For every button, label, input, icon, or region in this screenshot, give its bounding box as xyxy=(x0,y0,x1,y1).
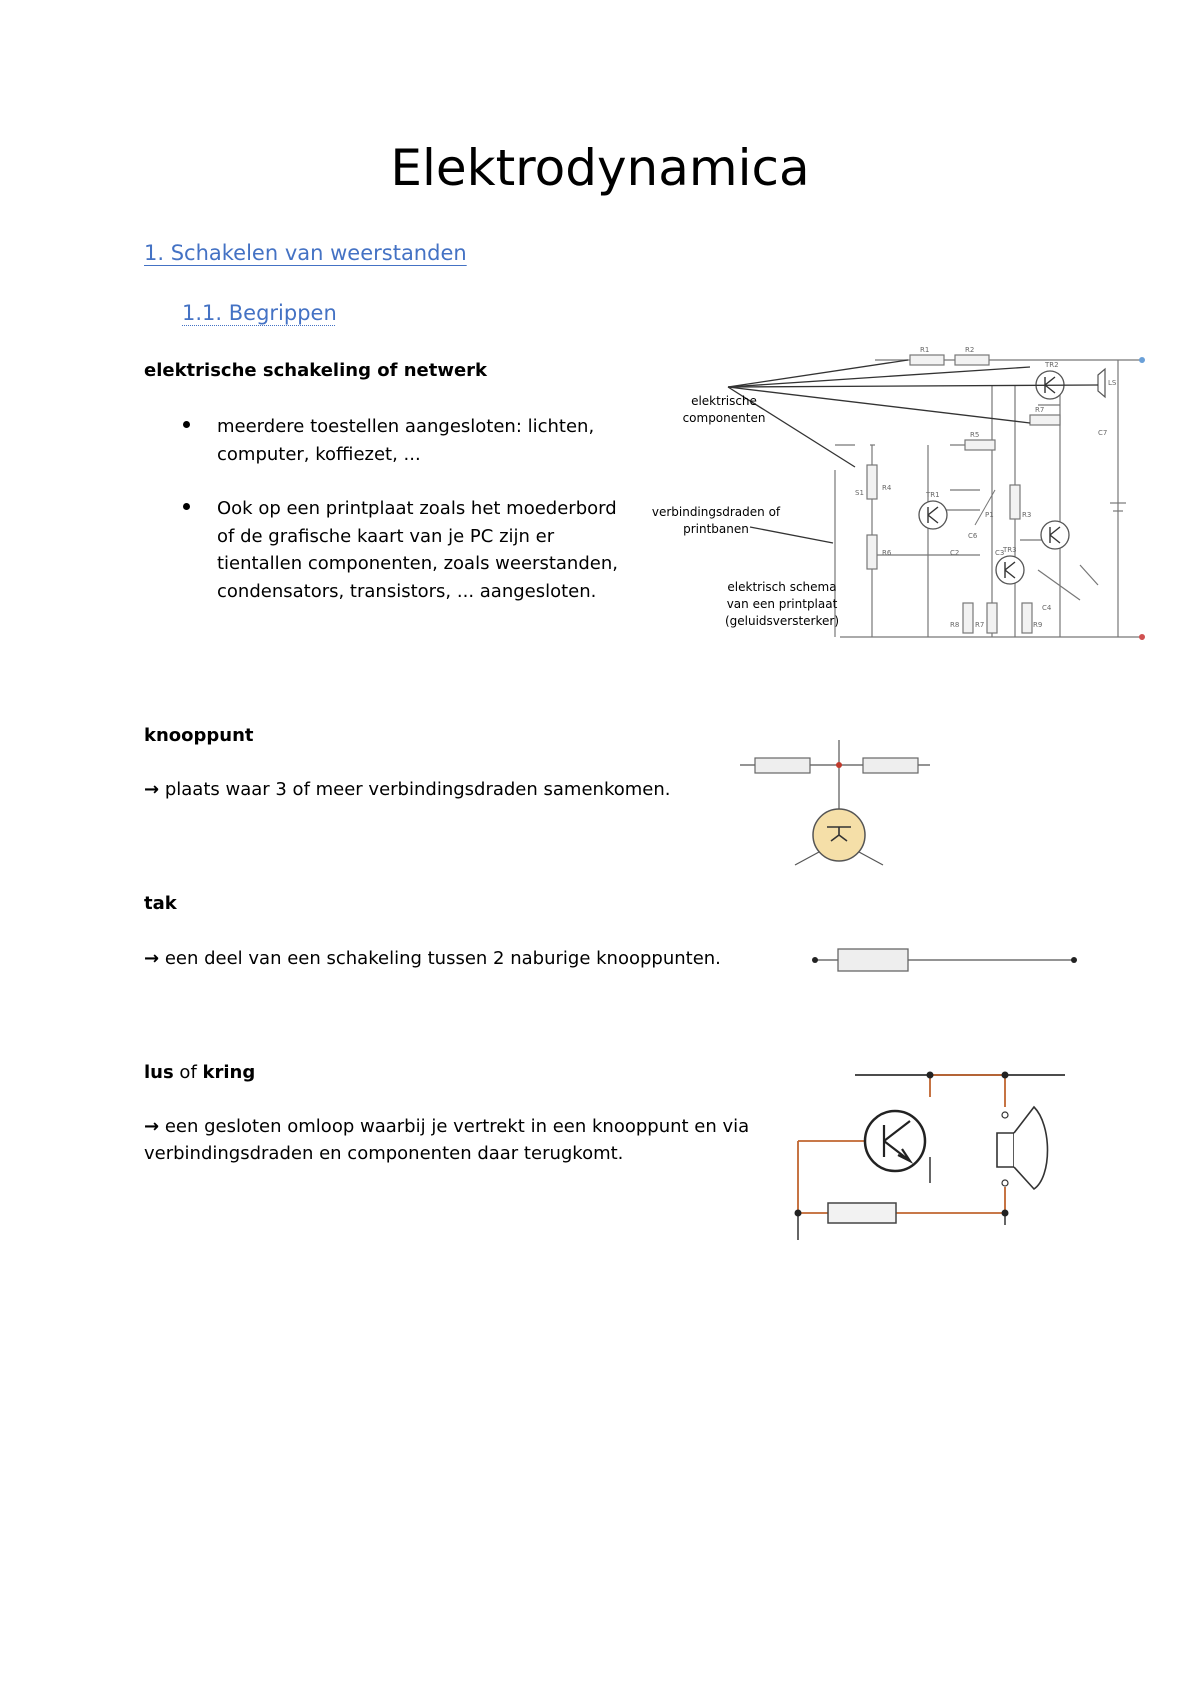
terminal-top-icon xyxy=(1139,357,1145,363)
bullet-item-devices xyxy=(217,413,594,468)
bullet-line: condensators, transistors, ... aangesloten. xyxy=(217,580,597,602)
node-dot-icon xyxy=(927,1072,934,1079)
bullet-line: of de grafische kaart van je PC zijn er xyxy=(217,525,555,547)
node-dot-icon xyxy=(795,1210,802,1217)
part-label-tr1: TR1 xyxy=(926,491,940,499)
label-wires-line1: verbindingsdraden of xyxy=(651,505,781,519)
term-kring: kring xyxy=(202,1062,256,1083)
arrow-icon: → xyxy=(144,1116,160,1137)
label-schema-line2: van een printplaat xyxy=(726,597,838,611)
heading-schakelen-van-weerstanden[interactable]: 1. Schakelen van weerstanden xyxy=(144,241,467,265)
bullet-line: meerdere toestellen aangesloten: lichten, xyxy=(217,416,595,437)
part-label-c2: C2 xyxy=(950,549,960,557)
part-label-r6: R6 xyxy=(882,549,892,557)
arrow-icon: → xyxy=(144,779,160,800)
term-tak: tak xyxy=(144,893,177,914)
terminal-bottom-icon xyxy=(1139,634,1145,640)
arrow-icon: → xyxy=(144,948,160,969)
loop-figure xyxy=(790,1065,1100,1245)
bullet-line: tientallen componenten, zoals weerstanden, xyxy=(217,553,618,574)
definition-text: een gesloten omloop waarbij je vertrekt in een knooppunt en via xyxy=(164,1116,750,1137)
part-label-tr2: TR2 xyxy=(1045,361,1059,369)
resistor-icon xyxy=(828,1203,896,1223)
amplifier-schematic-figure xyxy=(650,345,1150,650)
part-label-r1: R1 xyxy=(920,346,930,354)
part-label-r9: R9 xyxy=(1033,621,1043,629)
speaker-icon xyxy=(1098,369,1105,397)
definition-lus xyxy=(144,1113,749,1167)
part-label-r7: R7 xyxy=(1035,406,1045,414)
part-label-r2: R2 xyxy=(965,346,975,354)
resistor-right xyxy=(863,758,918,773)
part-label-c3: C3 xyxy=(995,549,1005,557)
speaker-icon xyxy=(997,1133,1014,1167)
part-label-r7b: R7 xyxy=(975,621,985,629)
part-label-r4: R4 xyxy=(882,484,892,492)
bullet-line: computer, koffiezet, ... xyxy=(217,443,421,465)
term-lus-of-kring xyxy=(144,1062,255,1083)
part-label-c6: C6 xyxy=(968,532,978,540)
node-dot-icon xyxy=(1002,1072,1009,1079)
term-network: elektrische schakeling of netwerk xyxy=(144,360,488,381)
label-components-line1: elektrische xyxy=(691,394,757,408)
part-label-c4: C4 xyxy=(1042,604,1052,612)
part-label-tr3: TR3 xyxy=(1003,546,1017,554)
definition-tak xyxy=(144,945,721,972)
definition-text: plaats waar 3 of meer verbindingsdraden samenkomen. xyxy=(164,779,671,800)
part-label-c7: C7 xyxy=(1098,429,1108,437)
page-title: Elektrodynamica xyxy=(390,139,810,197)
resistor-icon xyxy=(838,949,908,971)
label-schema-line1: elektrisch schema xyxy=(727,580,837,594)
part-label-r8: R8 xyxy=(950,621,960,629)
part-label-s1: S1 xyxy=(855,489,864,497)
node-dot-icon xyxy=(836,762,842,768)
bullet-dot xyxy=(183,421,190,428)
node-figure xyxy=(735,735,935,870)
part-label-ls: LS xyxy=(1108,379,1117,387)
branch-figure xyxy=(810,945,1080,975)
heading-begrippen[interactable]: 1.1. Begrippen xyxy=(182,301,337,325)
label-schema-line3: (geluidsversterker) xyxy=(724,614,840,628)
resistor-left xyxy=(755,758,810,773)
part-label-r5: R5 xyxy=(970,431,980,439)
label-wires-line2: printbanen xyxy=(683,522,749,536)
node-dot-icon xyxy=(1002,1210,1009,1217)
term-lus: lus xyxy=(144,1062,174,1083)
term-knooppunt: knooppunt xyxy=(144,725,254,746)
resistor-group xyxy=(867,355,1060,633)
definition-line xyxy=(144,1113,749,1140)
definition-text: een deel van een schakeling tussen 2 naburige knooppunten. xyxy=(164,948,721,969)
transistor-group xyxy=(919,371,1069,584)
transistor-icon xyxy=(865,1111,925,1171)
bullet-line: Ook op een printplaat zoals het moederbord xyxy=(217,498,617,519)
definition-line: verbindingsdraden en componenten daar terugkomt. xyxy=(144,1143,624,1164)
bullet-dot xyxy=(183,503,190,510)
term-of: of xyxy=(173,1062,203,1083)
node-dot-icon xyxy=(812,957,818,963)
part-label-p1: P1 xyxy=(985,511,994,519)
label-components-line2: componenten xyxy=(682,411,766,425)
node-dot-icon xyxy=(1071,957,1077,963)
part-label-r3: R3 xyxy=(1022,511,1032,519)
bullet-item-printplaat xyxy=(217,495,618,605)
definition-knooppunt xyxy=(144,776,670,803)
